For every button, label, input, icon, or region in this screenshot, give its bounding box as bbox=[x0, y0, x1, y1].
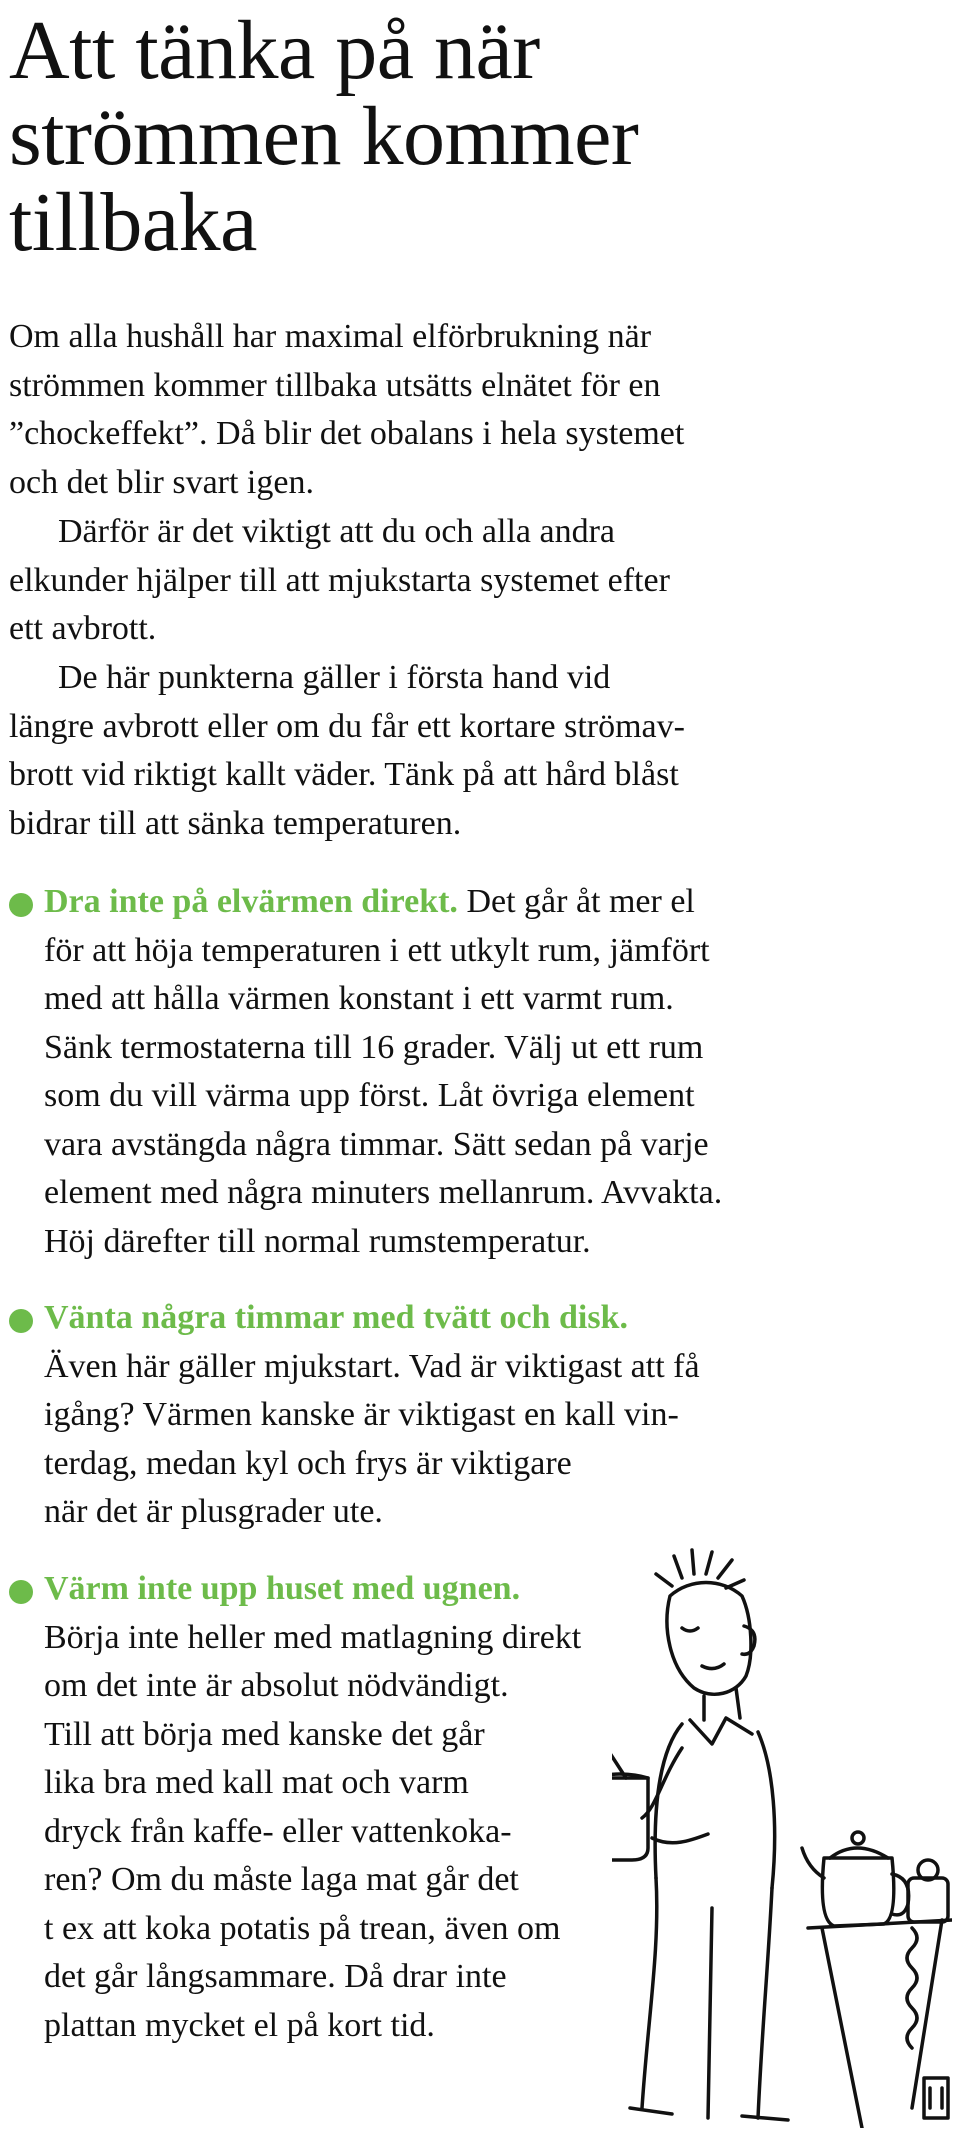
bullet-heating-lead: Dra inte på elvärmen direkt. bbox=[44, 883, 458, 920]
bullet-heating-body: Det går åt mer el för att höja temperaturen i ett utkylt rum, jämfört med att hålla värmen konstant i ett varmt rum. Sänk termostaterna till 16 grader. Välj ut ett rum som du vill värma upp först. Låt övriga element vara avstängda några timmar. Sätt sedan på varje element med några minuters mellanrum. Avvakta. Höj därefter till normal rumstemperatur. bbox=[44, 883, 723, 1260]
bullet-laundry-body: Även här gäller mjukstart. Vad är viktigast att få igång? Värmen kanske är viktigast en kall vin- terdag, medan kyl och frys är viktigare när det är plusgrader ute. bbox=[44, 1347, 700, 1530]
bullet-oven-body: Börja inte heller med matlagning direkt om det inte är absolut nödvändigt. Till att börja med kanske det går lika bra med kall mat och varm dryck från kaffe- eller vattenkoka- ren? Om du måste laga mat går det t ex att koka potatis på trean, även om det går långsammare. Då drar inte plattan mycket el på kort tid. bbox=[44, 1618, 582, 2044]
bullet-dot-icon bbox=[9, 1309, 33, 1333]
intro-paragraph-2: Därför är det viktigt att du och alla andra elkunder hjälper till att mjukstarta systemet efter ett avbrott. bbox=[9, 513, 670, 647]
bullet-heating bbox=[9, 878, 939, 1266]
page-title: Att tänka på när strömmen kommer tillbaka bbox=[9, 4, 639, 269]
bullet-laundry-text bbox=[44, 1294, 939, 1537]
intro-paragraph-3: De här punkterna gäller i första hand vid längre avbrott eller om du får ett kortare strömav- brott vid riktigt kallt väder. Tänk på att hård blåst bidrar till att sänka temperaturen. bbox=[9, 659, 685, 842]
man-with-coffee-cup-illustration bbox=[612, 1548, 952, 2128]
bullet-dot-icon bbox=[9, 893, 33, 917]
bullet-dot-icon bbox=[9, 1580, 33, 1604]
bullet-laundry-lead: Vänta några timmar med tvätt och disk. bbox=[44, 1299, 628, 1336]
bullet-heating-text bbox=[44, 878, 939, 1266]
bullet-oven-lead: Värm inte upp huset med ugnen. bbox=[44, 1570, 521, 1607]
intro-paragraph-1: Om alla hushåll har maximal elförbrukning när strömmen kommer tillbaka utsätts elnätet för en ”chockeffekt”. Då blir det obalans i hela systemet och det blir svart igen. bbox=[9, 318, 685, 501]
bullet-laundry bbox=[9, 1294, 939, 1537]
